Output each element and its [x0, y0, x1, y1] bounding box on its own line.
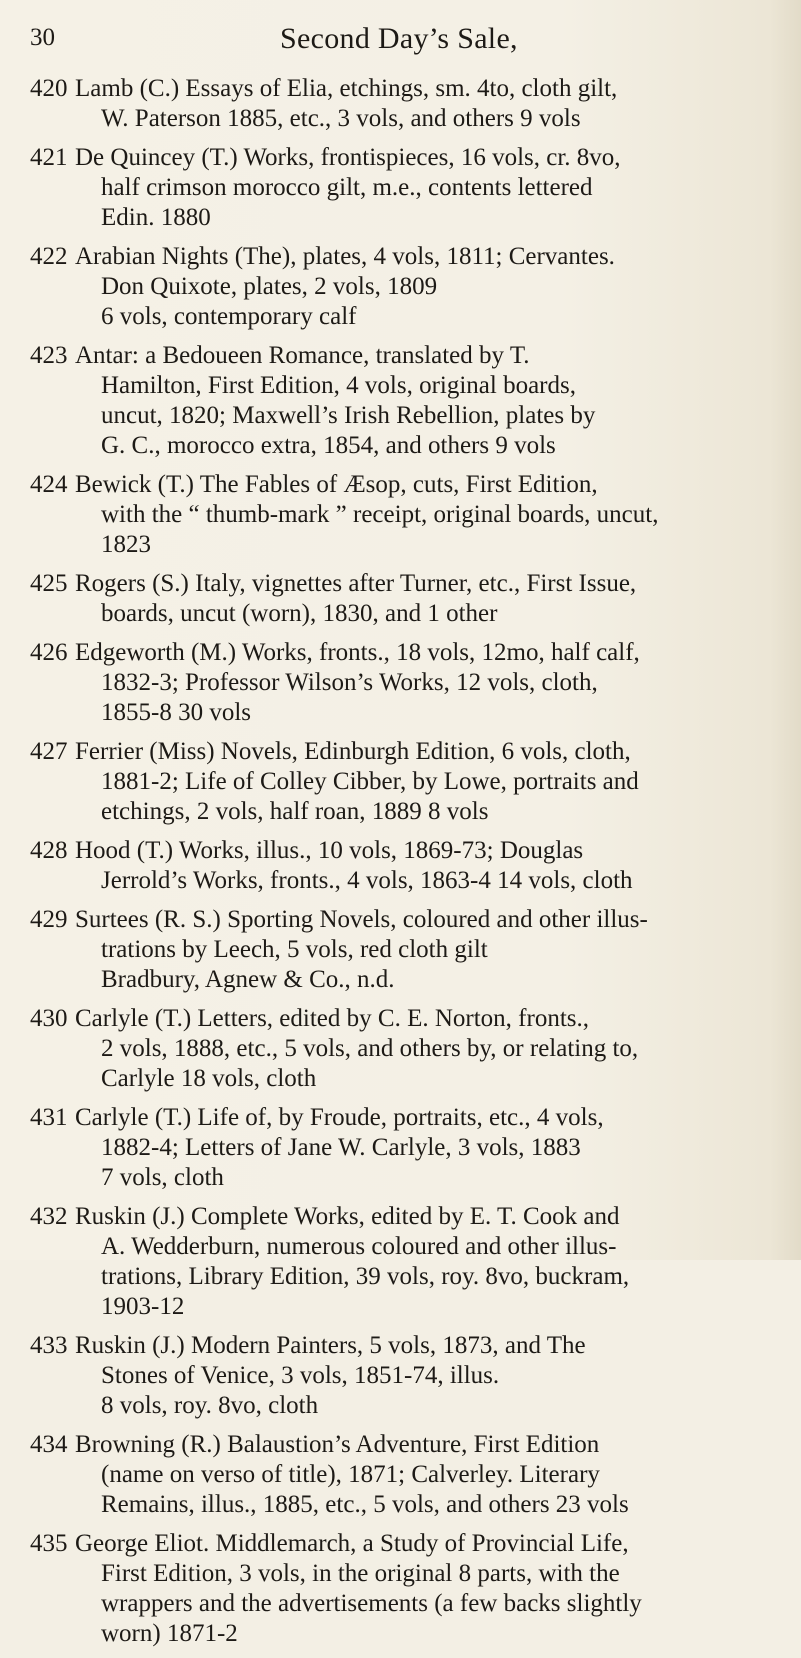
lot-number: 426 — [30, 639, 68, 666]
lot-entry — [30, 1430, 770, 1520]
lot-description — [75, 569, 770, 629]
lot-description-line: Antar: a Bedoueen Romance, translated by T. — [75, 342, 530, 369]
lot-description-line: Carlyle (T.) Letters, edited by C. E. Norton, fronts., — [75, 1005, 589, 1032]
lot-entry — [30, 569, 770, 629]
lot-entry — [30, 1202, 770, 1322]
lot-description-line: half crimson morocco gilt, m.e., contents lettered — [101, 174, 593, 201]
lot-description-line: Hood (T.) Works, illus., 10 vols, 1869-73; Douglas — [75, 837, 584, 864]
lot-description-line: Arabian Nights (The), plates, 4 vols, 1811; Cervantes. — [75, 243, 615, 270]
lot-description-line: Surtees (R. S.) Sporting Novels, coloured and other illus- — [75, 906, 648, 933]
lot-number: 427 — [30, 738, 68, 765]
lot-description-line: Ruskin (J.) Complete Works, edited by E. T. Cook and — [75, 1203, 620, 1230]
lot-description-line: etchings, 2 vols, half roan, 1889 8 vols — [101, 798, 489, 825]
lot-description — [75, 1004, 770, 1094]
lot-description-line: Edgeworth (M.) Works, fronts., 18 vols, 12mo, half calf, — [75, 639, 640, 666]
lot-number: 431 — [30, 1104, 68, 1131]
lot-description-line: Ferrier (Miss) Novels, Edinburgh Edition, 6 vols, cloth, — [75, 738, 631, 765]
lot-description-line: 2 vols, 1888, etc., 5 vols, and others by, or relating to, — [101, 1035, 639, 1062]
lot-description-line: (name on verso of title), 1871; Calverley. Literary — [101, 1461, 600, 1488]
lot-description-line: W. Paterson 1885, etc., 3 vols, and others 9 vols — [101, 105, 581, 132]
page-number: 30 — [30, 24, 55, 51]
lot-description — [75, 1103, 770, 1193]
lot-description-line: boards, uncut (worn), 1830, and 1 other — [101, 600, 498, 627]
lot-description-line: 8 vols, roy. 8vo, cloth — [101, 1392, 319, 1419]
lot-description-line: Bewick (T.) The Fables of Æsop, cuts, First Edition, — [75, 471, 598, 498]
lot-description — [75, 1331, 770, 1421]
lot-description-line: Bradbury, Agnew & Co., n.d. — [101, 966, 395, 993]
lot-description-line: trations, Library Edition, 39 vols, roy. 8vo, buckram, — [101, 1263, 630, 1290]
page-header — [30, 16, 770, 60]
lot-description-line: Carlyle 18 vols, cloth — [101, 1065, 317, 1092]
lot-description-line: Rogers (S.) Italy, vignettes after Turner, etc., First Issue, — [75, 570, 637, 597]
lot-description-line: with the “ thumb-mark ” receipt, original boards, uncut, — [101, 501, 659, 528]
lot-description-line: 1855-8 30 vols — [101, 699, 251, 726]
lot-description-line: 1881-2; Life of Colley Cibber, by Lowe, portraits and — [101, 768, 639, 795]
lot-number: 421 — [30, 144, 68, 171]
lot-description-line: Edin. 1880 — [101, 204, 211, 231]
lot-number: 422 — [30, 243, 68, 270]
lot-description-line: Hamilton, First Edition, 4 vols, original boards, — [101, 372, 576, 399]
lot-description — [75, 470, 770, 560]
lot-list — [30, 74, 770, 1658]
lot-number: 428 — [30, 837, 68, 864]
lot-number: 430 — [30, 1005, 68, 1032]
lot-description-line: 1832-3; Professor Wilson’s Works, 12 vols, cloth, — [101, 669, 598, 696]
lot-description-line: Browning (R.) Balaustion’s Adventure, First Edition — [75, 1431, 600, 1458]
lot-description — [75, 143, 770, 233]
lot-description-line: Stones of Venice, 3 vols, 1851-74, illus. — [101, 1362, 500, 1389]
lot-entry — [30, 74, 770, 134]
lot-entry — [30, 1331, 770, 1421]
lot-description-line: trations by Leech, 5 vols, red cloth gilt — [101, 936, 488, 963]
lot-description-line: Carlyle (T.) Life of, by Froude, portraits, etc., 4 vols, — [75, 1104, 604, 1131]
lot-number: 432 — [30, 1203, 68, 1230]
lot-entry — [30, 905, 770, 995]
lot-description — [75, 74, 770, 134]
lot-entry — [30, 1529, 770, 1649]
lot-description-line: 6 vols, contemporary calf — [101, 303, 357, 330]
lot-description — [75, 905, 770, 995]
lot-description-line: wrappers and the advertisements (a few backs slightly — [101, 1590, 642, 1617]
lot-number: 423 — [30, 342, 68, 369]
lot-number: 434 — [30, 1431, 68, 1458]
lot-description — [75, 836, 770, 896]
lot-entry — [30, 638, 770, 728]
lot-entry — [30, 242, 770, 332]
lot-description-line: 1903-12 — [101, 1293, 185, 1320]
lot-description-line: 1882-4; Letters of Jane W. Carlyle, 3 vols, 1883 — [101, 1134, 581, 1161]
lot-description — [75, 737, 770, 827]
lot-description — [75, 1202, 770, 1322]
lot-entry — [30, 143, 770, 233]
lot-entry — [30, 341, 770, 461]
lot-description-line: Lamb (C.) Essays of Elia, etchings, sm. 4to, cloth gilt, — [75, 75, 618, 102]
lot-number: 425 — [30, 570, 68, 597]
lot-description — [75, 1430, 770, 1520]
lot-description-line: De Quincey (T.) Works, frontispieces, 16 vols, cr. 8vo, — [75, 144, 621, 171]
lot-entry — [30, 1103, 770, 1193]
lot-description-line: Don Quixote, plates, 2 vols, 1809 — [101, 273, 438, 300]
lot-description-line: worn) 1871-2 — [101, 1620, 238, 1647]
lot-description-line: Ruskin (J.) Modern Painters, 5 vols, 1873, and The — [75, 1332, 586, 1359]
lot-entry — [30, 836, 770, 896]
lot-number: 420 — [30, 75, 68, 102]
lot-description-line: First Edition, 3 vols, in the original 8 parts, with the — [101, 1560, 620, 1587]
lot-description-line: George Eliot. Middlemarch, a Study of Provincial Life, — [75, 1530, 629, 1557]
running-title: Second Day’s Sale, — [280, 22, 518, 55]
lot-description-line: 7 vols, cloth — [101, 1164, 224, 1191]
lot-description-line: Remains, illus., 1885, etc., 5 vols, and others 23 vols — [101, 1491, 629, 1518]
lot-description-line: 1823 — [101, 531, 151, 558]
lot-entry — [30, 470, 770, 560]
lot-number: 429 — [30, 906, 68, 933]
lot-number: 424 — [30, 471, 68, 498]
lot-description-line: uncut, 1820; Maxwell’s Irish Rebellion, plates by — [101, 402, 596, 429]
lot-entry — [30, 1004, 770, 1094]
lot-number: 433 — [30, 1332, 68, 1359]
lot-description-line: Jerrold’s Works, fronts., 4 vols, 1863-4 14 vols, cloth — [101, 867, 633, 894]
lot-entry — [30, 737, 770, 827]
lot-description-line: A. Wedderburn, numerous coloured and other illus- — [101, 1233, 617, 1260]
lot-number: 435 — [30, 1530, 68, 1557]
lot-description-line: G. C., morocco extra, 1854, and others 9 vols — [101, 432, 556, 459]
lot-description — [75, 242, 770, 332]
lot-description — [75, 341, 770, 461]
lot-description — [75, 638, 770, 728]
lot-description — [75, 1529, 770, 1649]
